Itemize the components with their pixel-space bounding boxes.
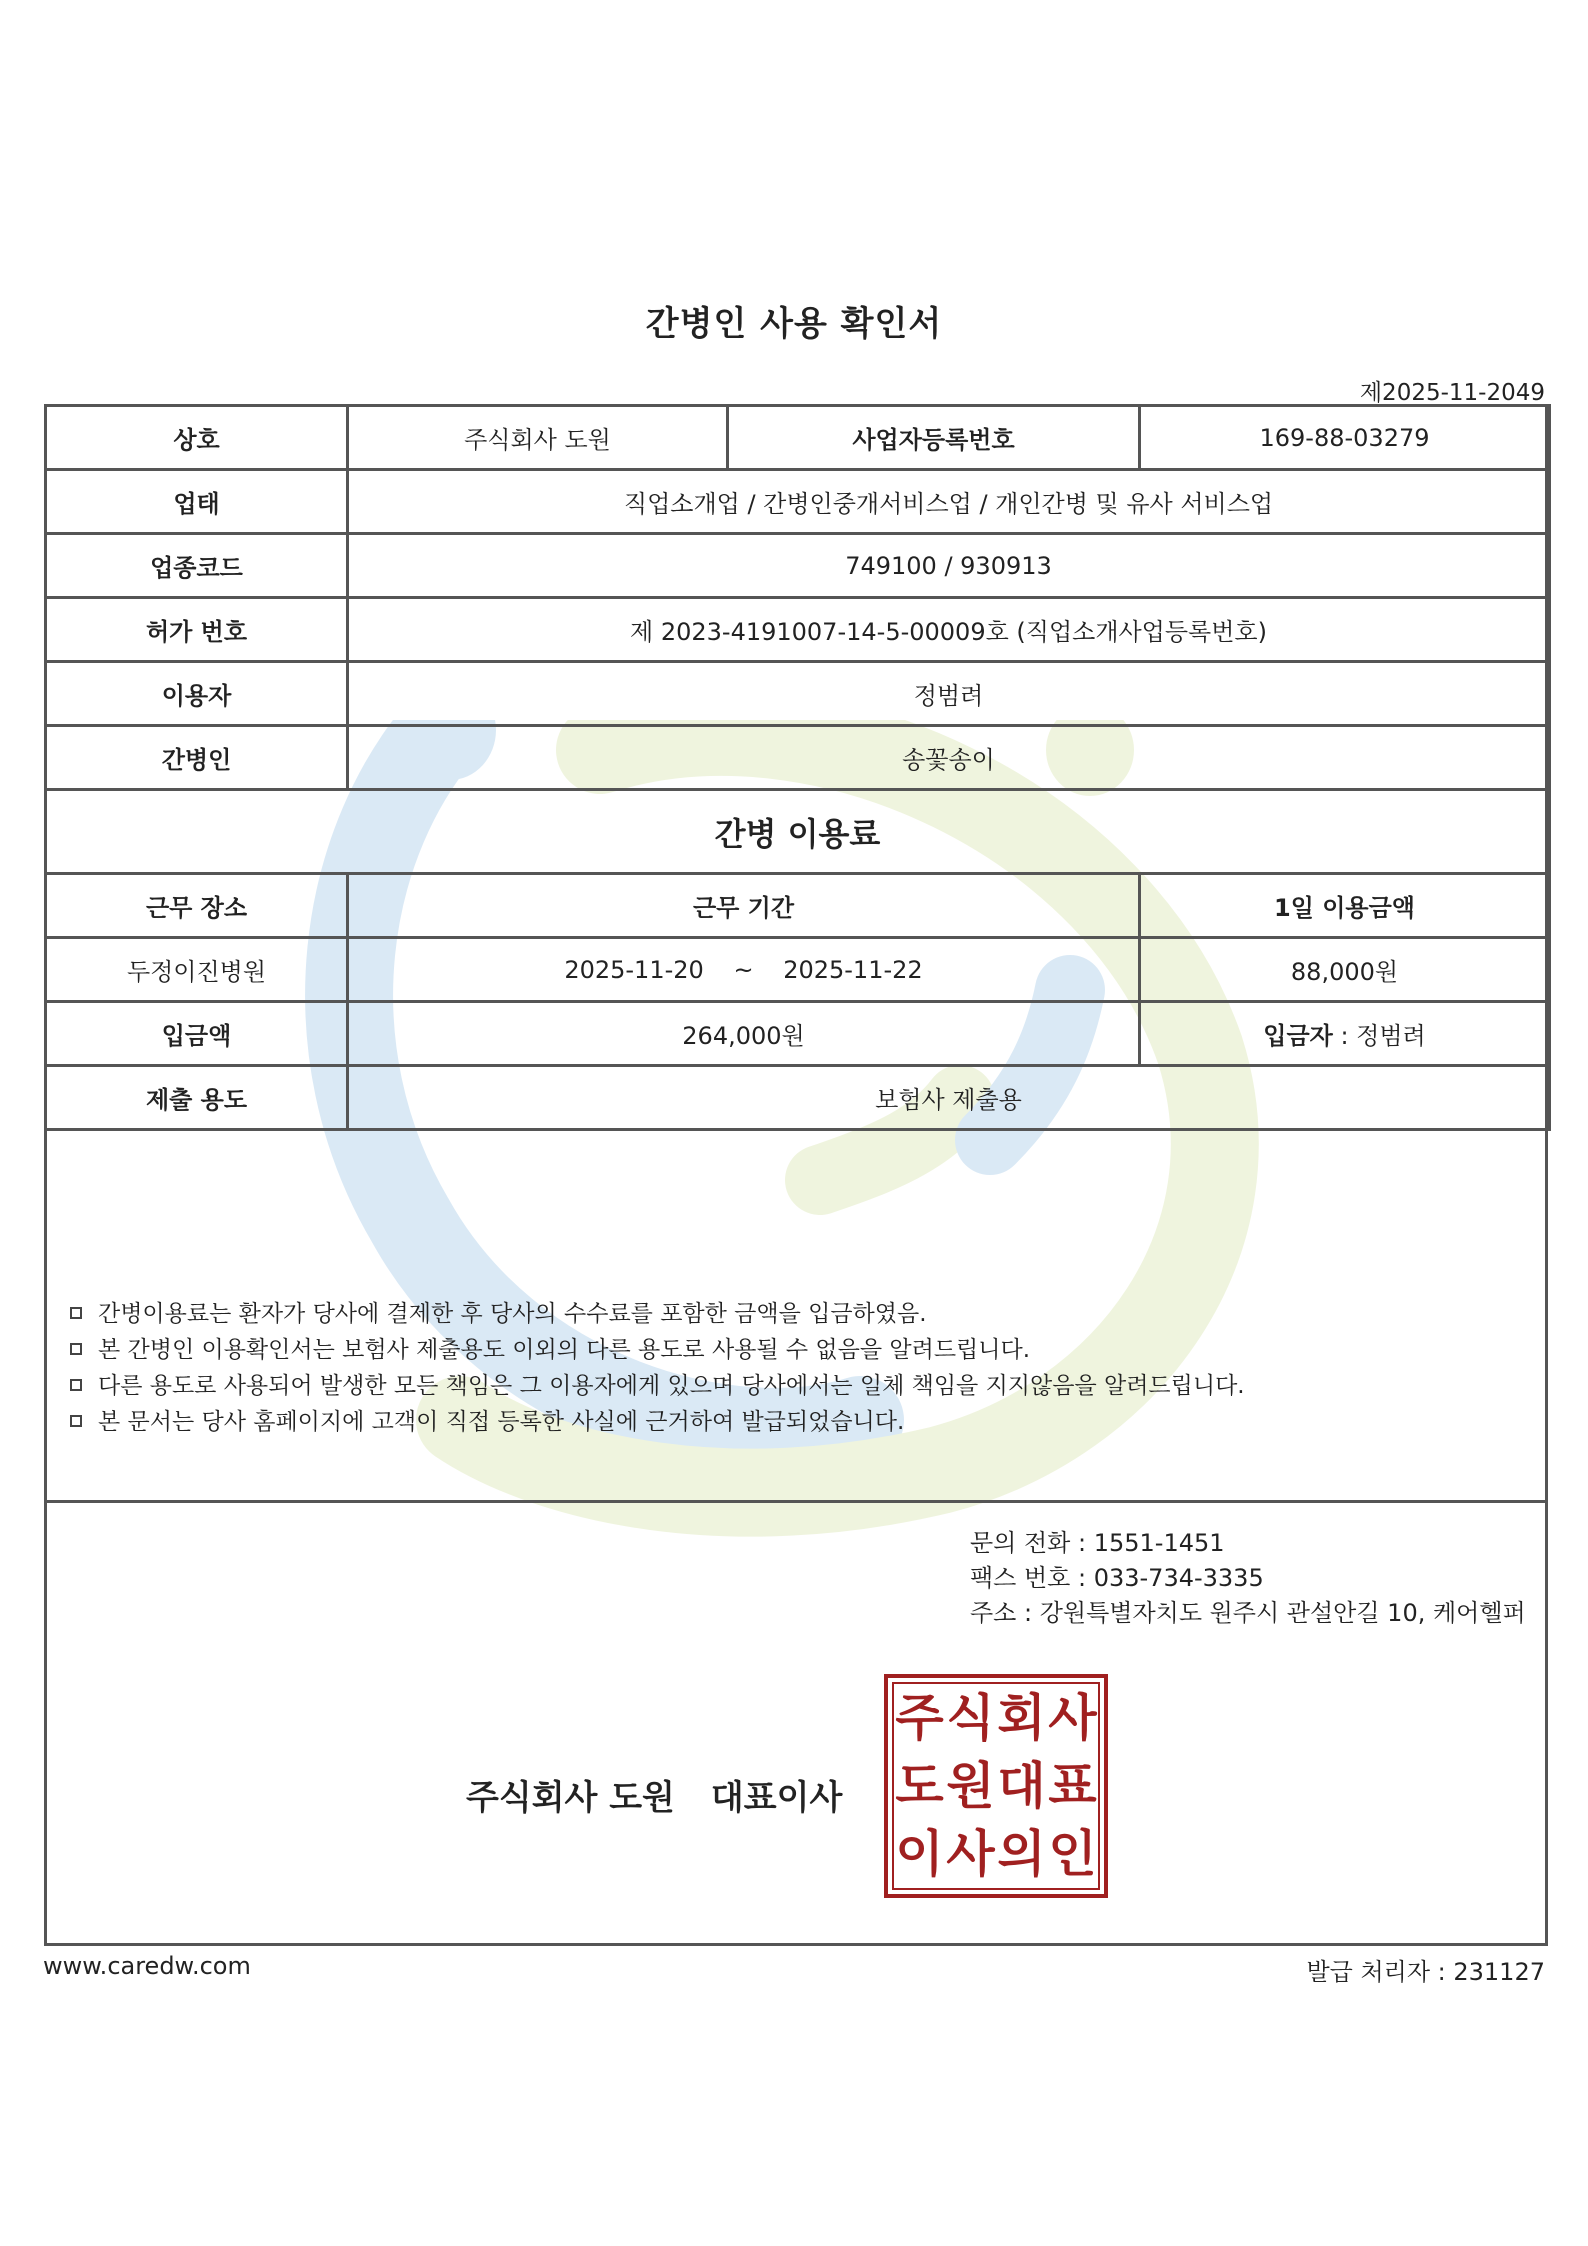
signature-company: 주식회사 도원: [466, 1778, 675, 1818]
note-text: 본 문서는 당사 홈페이지에 고객이 직접 등록한 사실에 근거하여 발급되었습니다.: [98, 1409, 905, 1435]
table-row: [46, 938, 1550, 1002]
work-period-label: 근무 기간: [348, 874, 1140, 938]
document-title: 간병인 사용 확인서: [645, 304, 943, 344]
table-row: [46, 470, 1550, 534]
table-row: [46, 1066, 1550, 1130]
document-number: 제2025-11-2049: [1359, 380, 1545, 406]
business-type-value: 직업소개업 / 간병인중개서비스업 / 개인간병 및 유사 서비스업: [348, 470, 1550, 534]
depositor-label: 입금자: [1263, 1022, 1333, 1050]
trade-name-value: 주식회사 도원: [348, 406, 728, 470]
section-divider: [44, 1500, 1548, 1503]
deposit-label: 입금액: [46, 1002, 348, 1066]
list-item: [70, 1368, 1245, 1404]
fee-section-heading: 간병 이용료: [46, 790, 1550, 874]
depositor-value: : 정범려: [1332, 1022, 1426, 1050]
seal-character: 주: [895, 1689, 944, 1747]
daily-fee-value: 88,000원: [1140, 938, 1550, 1002]
industry-code-label: 업종코드: [46, 534, 348, 598]
contact-fax: 팩스 번호 : 033-734-3335: [970, 1564, 1264, 1592]
contact-info: [970, 1526, 1526, 1631]
business-reg-label: 사업자등록번호: [728, 406, 1140, 470]
seal-grid: [892, 1682, 1100, 1890]
signature-line: [466, 1770, 842, 1819]
table-row: [46, 598, 1550, 662]
notes-list: [70, 1296, 1245, 1440]
work-place-label: 근무 장소: [46, 874, 348, 938]
table-row: [46, 406, 1550, 470]
table-row: [46, 1002, 1550, 1066]
period-separator: ~: [733, 955, 754, 984]
user-label: 이용자: [46, 662, 348, 726]
user-value: 정범려: [348, 662, 1550, 726]
seal-character: 대: [997, 1757, 1046, 1815]
square-bullet-icon: [70, 1415, 82, 1427]
table-row: [46, 662, 1550, 726]
contact-phone: 문의 전화 : 1551-1451: [970, 1529, 1225, 1557]
seal-character: 회: [997, 1689, 1046, 1747]
square-bullet-icon: [70, 1307, 82, 1319]
permit-label: 허가 번호: [46, 598, 348, 662]
issuer-info: 발급 처리자 : 231127: [1306, 1958, 1545, 1986]
seal-character: 도: [895, 1757, 944, 1815]
website-url[interactable]: www.caredw.com: [43, 1952, 251, 1980]
seal-character: 이: [895, 1825, 944, 1883]
table-row: [46, 874, 1550, 938]
seal-character: 사: [1048, 1689, 1097, 1747]
list-item: [70, 1332, 1245, 1368]
seal-character: 사: [946, 1825, 995, 1883]
business-type-label: 업태: [46, 470, 348, 534]
table-row: [46, 790, 1550, 874]
business-reg-value: 169-88-03279: [1140, 406, 1550, 470]
company-seal-stamp: [884, 1674, 1108, 1898]
daily-fee-label: 1일 이용금액: [1140, 874, 1550, 938]
square-bullet-icon: [70, 1379, 82, 1391]
work-period-value: [348, 938, 1140, 1002]
depositor-cell: [1140, 1002, 1550, 1066]
list-item: [70, 1404, 1245, 1440]
list-item: [70, 1296, 1245, 1332]
period-start: 2025-11-20: [564, 955, 704, 984]
square-bullet-icon: [70, 1343, 82, 1355]
table-row: [46, 726, 1550, 790]
caregiver-label: 간병인: [46, 726, 348, 790]
seal-character: 의: [997, 1825, 1046, 1883]
contact-address: 주소 : 강원특별자치도 원주시 관설안길 10, 케어헬퍼: [970, 1599, 1526, 1627]
purpose-label: 제출 용도: [46, 1066, 348, 1130]
signature-title: 대표이사: [710, 1778, 843, 1818]
seal-character: 식: [946, 1689, 995, 1747]
trade-name-label: 상호: [46, 406, 348, 470]
period-end: 2025-11-22: [783, 955, 923, 984]
note-text: 간병이용료는 환자가 당사에 결제한 후 당사의 수수료를 포함한 금액을 입금하였음.: [98, 1301, 927, 1327]
note-text: 본 간병인 이용확인서는 보험사 제출용도 이외의 다른 용도로 사용될 수 없음을 알려드립니다.: [98, 1337, 1031, 1363]
work-place-value: 두정이진병원: [46, 938, 348, 1002]
caregiver-value: 송꽃송이: [348, 726, 1550, 790]
permit-value: 제 2023-4191007-14-5-00009호 (직업소개사업등록번호): [348, 598, 1550, 662]
seal-character: 원: [946, 1757, 995, 1815]
info-table: [44, 404, 1551, 1131]
seal-character: 표: [1048, 1757, 1097, 1815]
industry-code-value: 749100 / 930913: [348, 534, 1550, 598]
note-text: 다른 용도로 사용되어 발생한 모든 책임은 그 이용자에게 있으며 당사에서는 일체 책임을 지지않음을 알려드립니다.: [98, 1373, 1245, 1399]
purpose-value: 보험사 제출용: [348, 1066, 1550, 1130]
deposit-value: 264,000원: [348, 1002, 1140, 1066]
table-row: [46, 534, 1550, 598]
seal-character: 인: [1048, 1825, 1097, 1883]
